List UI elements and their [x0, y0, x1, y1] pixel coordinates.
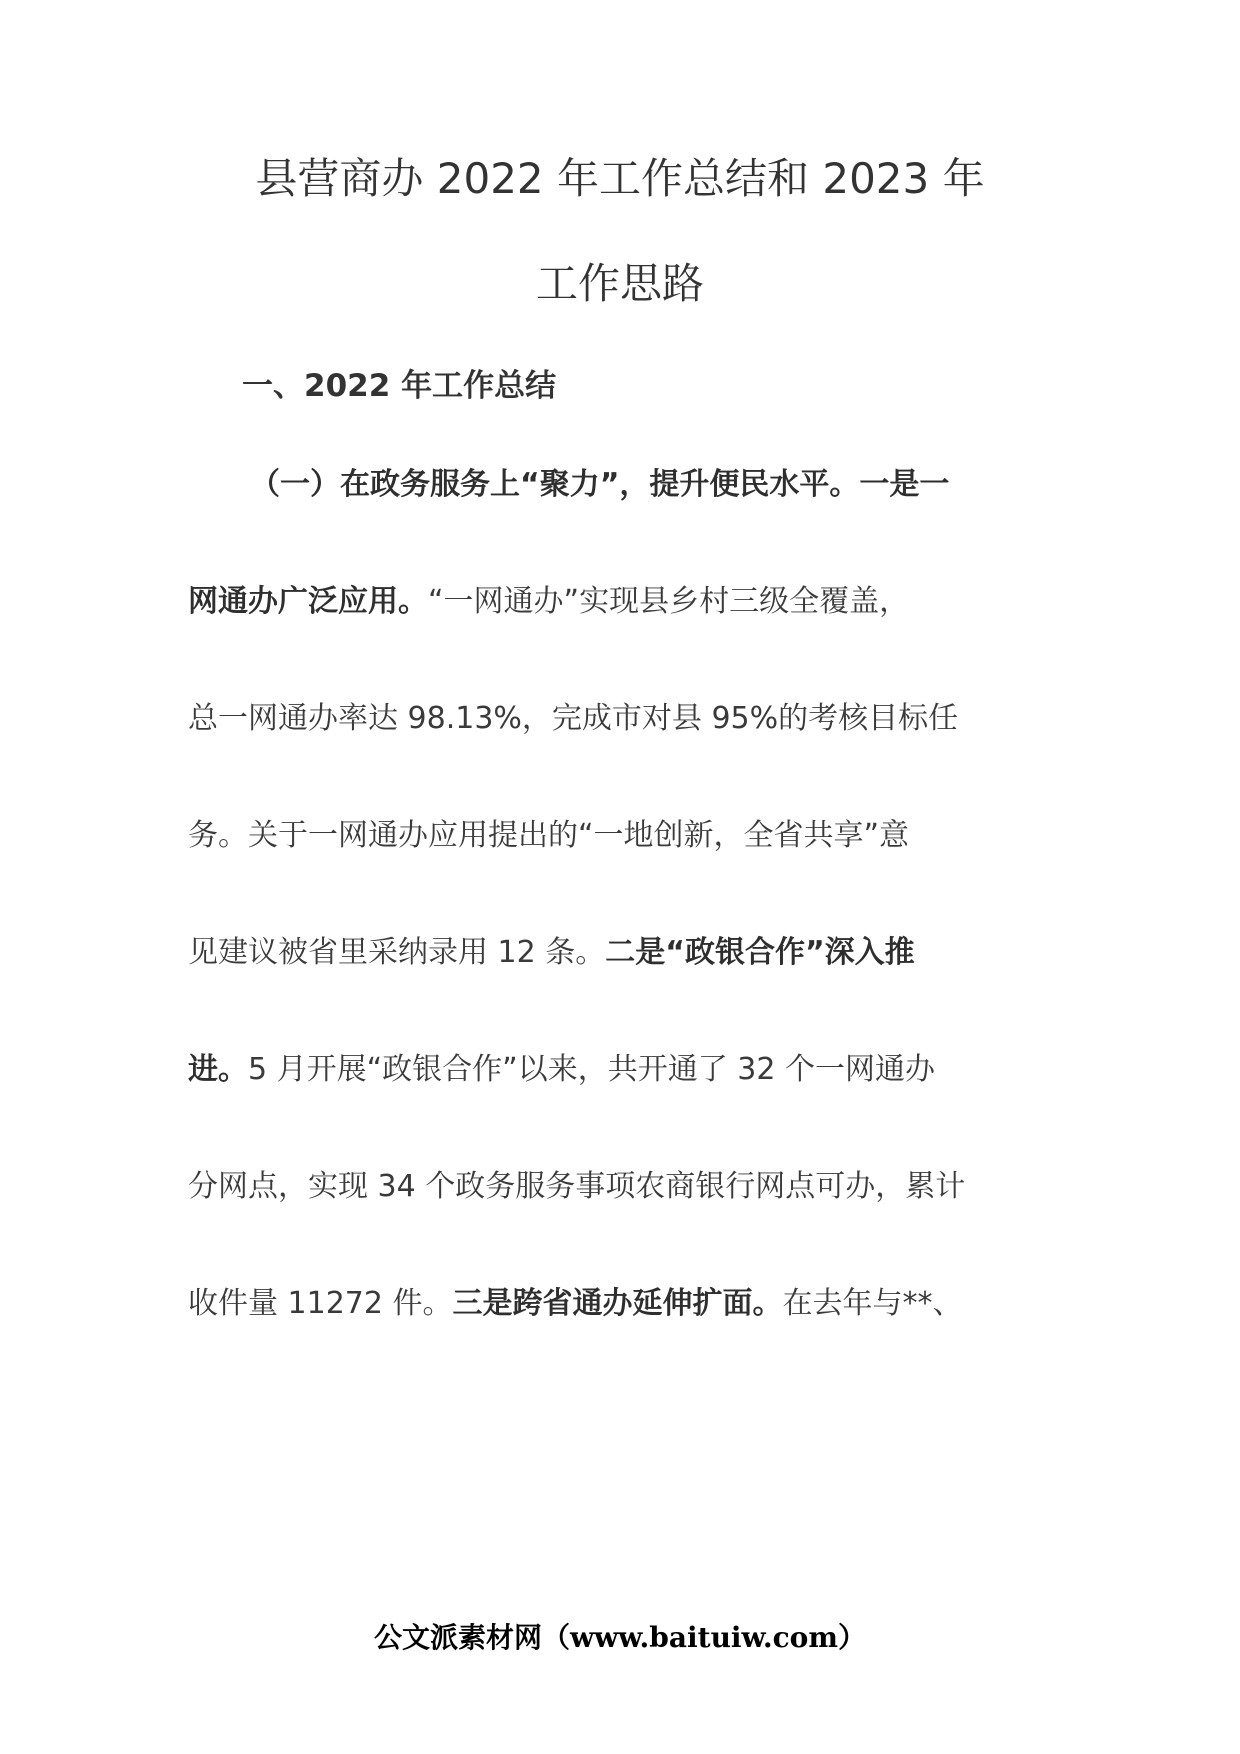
body-text-bold: （一）在政务服务上“聚力”，提升便民水平。一是一	[250, 467, 950, 502]
body-line	[188, 814, 1054, 858]
body-text: 5 月开展“政银合作”以来，共开通了 32 个一网通办	[248, 1052, 935, 1087]
body-text: 务。关于一网通办应用提出的“一地创新，全省共享”意	[188, 818, 910, 853]
body-text: 收件量 11272 件。	[188, 1286, 453, 1321]
body-line	[188, 931, 1054, 975]
body-line	[188, 1048, 1054, 1092]
body-line	[188, 1282, 1054, 1326]
document-title-line-2: 工作思路	[535, 259, 704, 308]
body-line	[188, 697, 1054, 741]
body-text: 总一网通办率达 98.13%，完成市对县 95%的考核目标任	[188, 701, 959, 736]
body-text-bold: 三是跨省通办延伸扩面。	[452, 1286, 783, 1321]
body-line	[188, 580, 1054, 624]
body-text-bold: 网通办广泛应用。	[188, 584, 428, 619]
body-text: “一网通办”实现县乡村三级全覆盖，	[428, 584, 910, 619]
section-heading: 一、2022 年工作总结	[242, 368, 557, 404]
body-text-bold: 进。	[188, 1052, 248, 1087]
document-title-line-1: 县营商办 2022 年工作总结和 2023 年	[255, 154, 985, 203]
body-text: 在去年与**、	[782, 1286, 963, 1321]
body-line	[250, 463, 1054, 507]
footer-watermark-text: 公文派素材网（www.baituiw.com）	[374, 1621, 866, 1654]
body-text-bold: 二是“政银合作”深入推	[605, 935, 915, 970]
body-line	[188, 1165, 1054, 1209]
body-text: 分网点，实现 34 个政务服务事项农商银行网点可办，累计	[188, 1169, 966, 1204]
body-text: 见建议被省里采纳录用 12 条。	[188, 935, 606, 970]
